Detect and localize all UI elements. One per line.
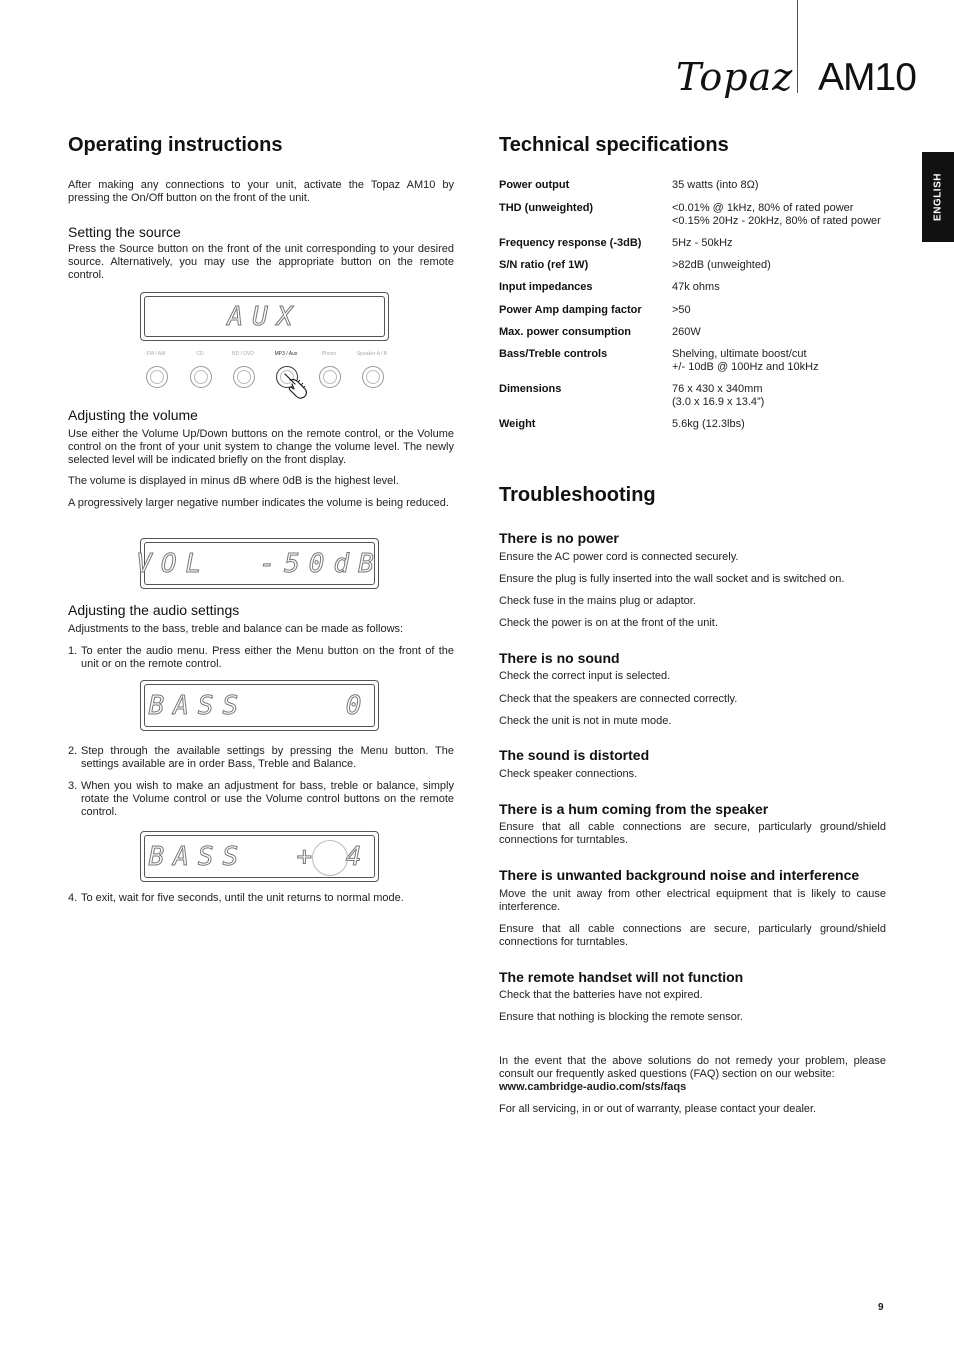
audio-step-4 xyxy=(68,892,454,905)
header-divider xyxy=(797,0,798,93)
volume-text-2: The volume is displayed in minus dB where 0dB is the highest level. xyxy=(68,475,399,487)
display-aux-text: AUX xyxy=(227,301,302,332)
spec-key: THD (unweighted) xyxy=(499,202,594,214)
troubleshooting-line: Check the unit is not in mute mode. xyxy=(499,715,672,727)
troubleshooting-line: Check fuse in the mains plug or adaptor. xyxy=(499,595,696,607)
troubleshooting-line: Ensure that all cable connections are secure, particularly ground/shield connections for turntables. xyxy=(499,923,886,948)
audio-step-2 xyxy=(68,745,454,771)
audio-step-text: When you wish to make an adjustment for bass, treble or balance, simply rotate the Volume control or use the Volume control buttons on the remote control. xyxy=(81,780,454,818)
specs-title: Technical specifications xyxy=(499,134,729,156)
display-bass-0 xyxy=(140,680,379,731)
volume-text-3: A progressively larger negative number indicates the volume is being reduced. xyxy=(68,497,449,509)
spec-key: Max. power consumption xyxy=(499,326,632,338)
troubleshooting-line: Check speaker connections. xyxy=(499,768,638,780)
display-aux xyxy=(140,292,389,341)
troubleshooting-heading: There is unwanted background noise and interference xyxy=(499,867,860,883)
spec-key: S/N ratio (ref 1W) xyxy=(499,259,589,271)
source-button-phono xyxy=(319,366,341,388)
audio-step-3 xyxy=(68,780,454,819)
troubleshooting-heading: There is no sound xyxy=(499,650,620,666)
display-volume-text: VOL -50dB xyxy=(136,548,383,579)
audio-step-text: Step through the available settings by pressing the Menu button. The settings available are in order Bass, Treble and Balance. xyxy=(81,745,454,770)
audio-step-num: 4. xyxy=(68,892,78,904)
source-label-phono: Phono xyxy=(321,351,337,357)
volume-text-1: Use either the Volume Up/Down buttons on the remote control, or the Volume control on the front of your unit system to change the volume level. The newly selected level will be indicated briefly on the front display. xyxy=(68,428,454,466)
spec-key: Power Amp damping factor xyxy=(499,304,642,316)
source-button-cd xyxy=(190,366,212,388)
source-label-bd: BD / DVD xyxy=(232,351,254,357)
spec-value: Shelving, ultimate boost/cut +/- 10dB @ 100Hz and 10kHz xyxy=(672,348,819,373)
audio-step-text: To exit, wait for five seconds, until the unit returns to normal mode. xyxy=(81,892,404,904)
source-label-mp3: MP3 / Aux xyxy=(274,351,298,357)
language-tab xyxy=(922,152,954,242)
source-button-speaker xyxy=(362,366,384,388)
troubleshooting-line: Check that the speakers are connected correctly. xyxy=(499,693,738,705)
pointing-hand-icon xyxy=(281,370,313,402)
page-number: 9 xyxy=(878,1302,884,1313)
display-bass-4-text: BASS + 4 xyxy=(148,841,371,872)
troubleshooting-line: Ensure that nothing is blocking the remote sensor. xyxy=(499,1011,743,1023)
troubleshooting-line: Move the unit away from other electrical equipment that is likely to cause interference. xyxy=(499,888,886,913)
troubleshooting-line: Check the correct input is selected. xyxy=(499,670,671,682)
volume-heading: Adjusting the volume xyxy=(68,407,198,423)
spec-key: Frequency response (-3dB) xyxy=(499,237,642,249)
source-label-fm: FM / AM xyxy=(146,351,166,357)
troubleshooting-title: Troubleshooting xyxy=(499,484,656,506)
spec-value: 35 watts (into 8Ω) xyxy=(672,179,759,191)
audio-step-num: 3. xyxy=(68,780,78,792)
troubleshooting-line: Check that the batteries have not expired. xyxy=(499,989,703,1001)
troubleshooting-footer-2: For all servicing, in or out of warranty, please contact your dealer. xyxy=(499,1103,817,1115)
brand-logo: Topaz xyxy=(676,55,794,99)
language-tab-label: ENGLISH xyxy=(932,173,944,221)
operating-title: Operating instructions xyxy=(68,134,283,156)
source-label-speaker: Speaker A / B xyxy=(356,351,388,357)
source-button-bd xyxy=(233,366,255,388)
spec-key: Input impedances xyxy=(499,281,593,293)
spec-value: >82dB (unweighted) xyxy=(672,259,771,271)
spec-value: <0.01% @ 1kHz, 80% of rated power <0.15% 20Hz - 20kHz, 80% of rated power xyxy=(672,202,881,227)
spec-key: Bass/Treble controls xyxy=(499,348,608,360)
troubleshooting-line: Ensure that all cable connections are secure, particularly ground/shield connections for turntables. xyxy=(499,821,886,846)
spec-value: 76 x 430 x 340mm (3.0 x 16.9 x 13.4”) xyxy=(672,383,765,408)
troubleshooting-heading: The sound is distorted xyxy=(499,747,650,763)
audio-step-num: 1. xyxy=(68,645,78,657)
troubleshooting-heading: There is no power xyxy=(499,530,619,546)
model-name: AM10 xyxy=(818,56,916,99)
source-label-cd: CD xyxy=(196,351,204,357)
spec-value: 5.6kg (12.3lbs) xyxy=(672,418,745,430)
spec-value: 5Hz - 50kHz xyxy=(672,237,733,249)
spec-value: >50 xyxy=(672,304,691,316)
troubleshooting-line: Ensure the plug is fully inserted into the wall socket and is switched on. xyxy=(499,573,845,585)
troubleshooting-footer-1 xyxy=(499,1055,886,1094)
faq-link[interactable]: www.cambridge-audio.com/sts/faqs xyxy=(499,1081,687,1093)
source-heading: Setting the source xyxy=(68,224,181,240)
footer-text: In the event that the above solutions do not remedy your problem, please consult our frequently asked questions (FAQ) section on our website: xyxy=(499,1055,886,1080)
troubleshooting-heading: There is a hum coming from the speaker xyxy=(499,801,769,817)
operating-intro: After making any connections to your unit, activate the Topaz AM10 by pressing the On/Off button on the front of the unit. xyxy=(68,179,454,204)
troubleshooting-heading: The remote handset will not function xyxy=(499,969,744,985)
spec-value: 260W xyxy=(672,326,701,338)
audio-heading: Adjusting the audio settings xyxy=(68,602,240,618)
spec-key: Power output xyxy=(499,179,570,191)
spec-value: 47k ohms xyxy=(672,281,720,293)
troubleshooting-line: Ensure the AC power cord is connected securely. xyxy=(499,551,739,563)
display-bass-0-text: BASS 0 xyxy=(148,690,371,721)
troubleshooting-line: Check the power is on at the front of the unit. xyxy=(499,617,718,629)
audio-step-text: To enter the audio menu. Press either the Menu button on the front of the unit or on the remote control. xyxy=(81,645,454,670)
spec-key: Weight xyxy=(499,418,536,430)
audio-step-1 xyxy=(68,645,454,671)
adjust-highlight-circle xyxy=(312,840,348,876)
source-button-fm xyxy=(146,366,168,388)
display-volume xyxy=(136,538,383,589)
source-text: Press the Source button on the front of the unit corresponding to your desired source. Alternatively, you may use the appropriate button on the remote control. xyxy=(68,243,454,281)
audio-step-num: 2. xyxy=(68,745,78,757)
spec-key: Dimensions xyxy=(499,383,562,395)
audio-intro: Adjustments to the bass, treble and balance can be made as follows: xyxy=(68,623,404,635)
